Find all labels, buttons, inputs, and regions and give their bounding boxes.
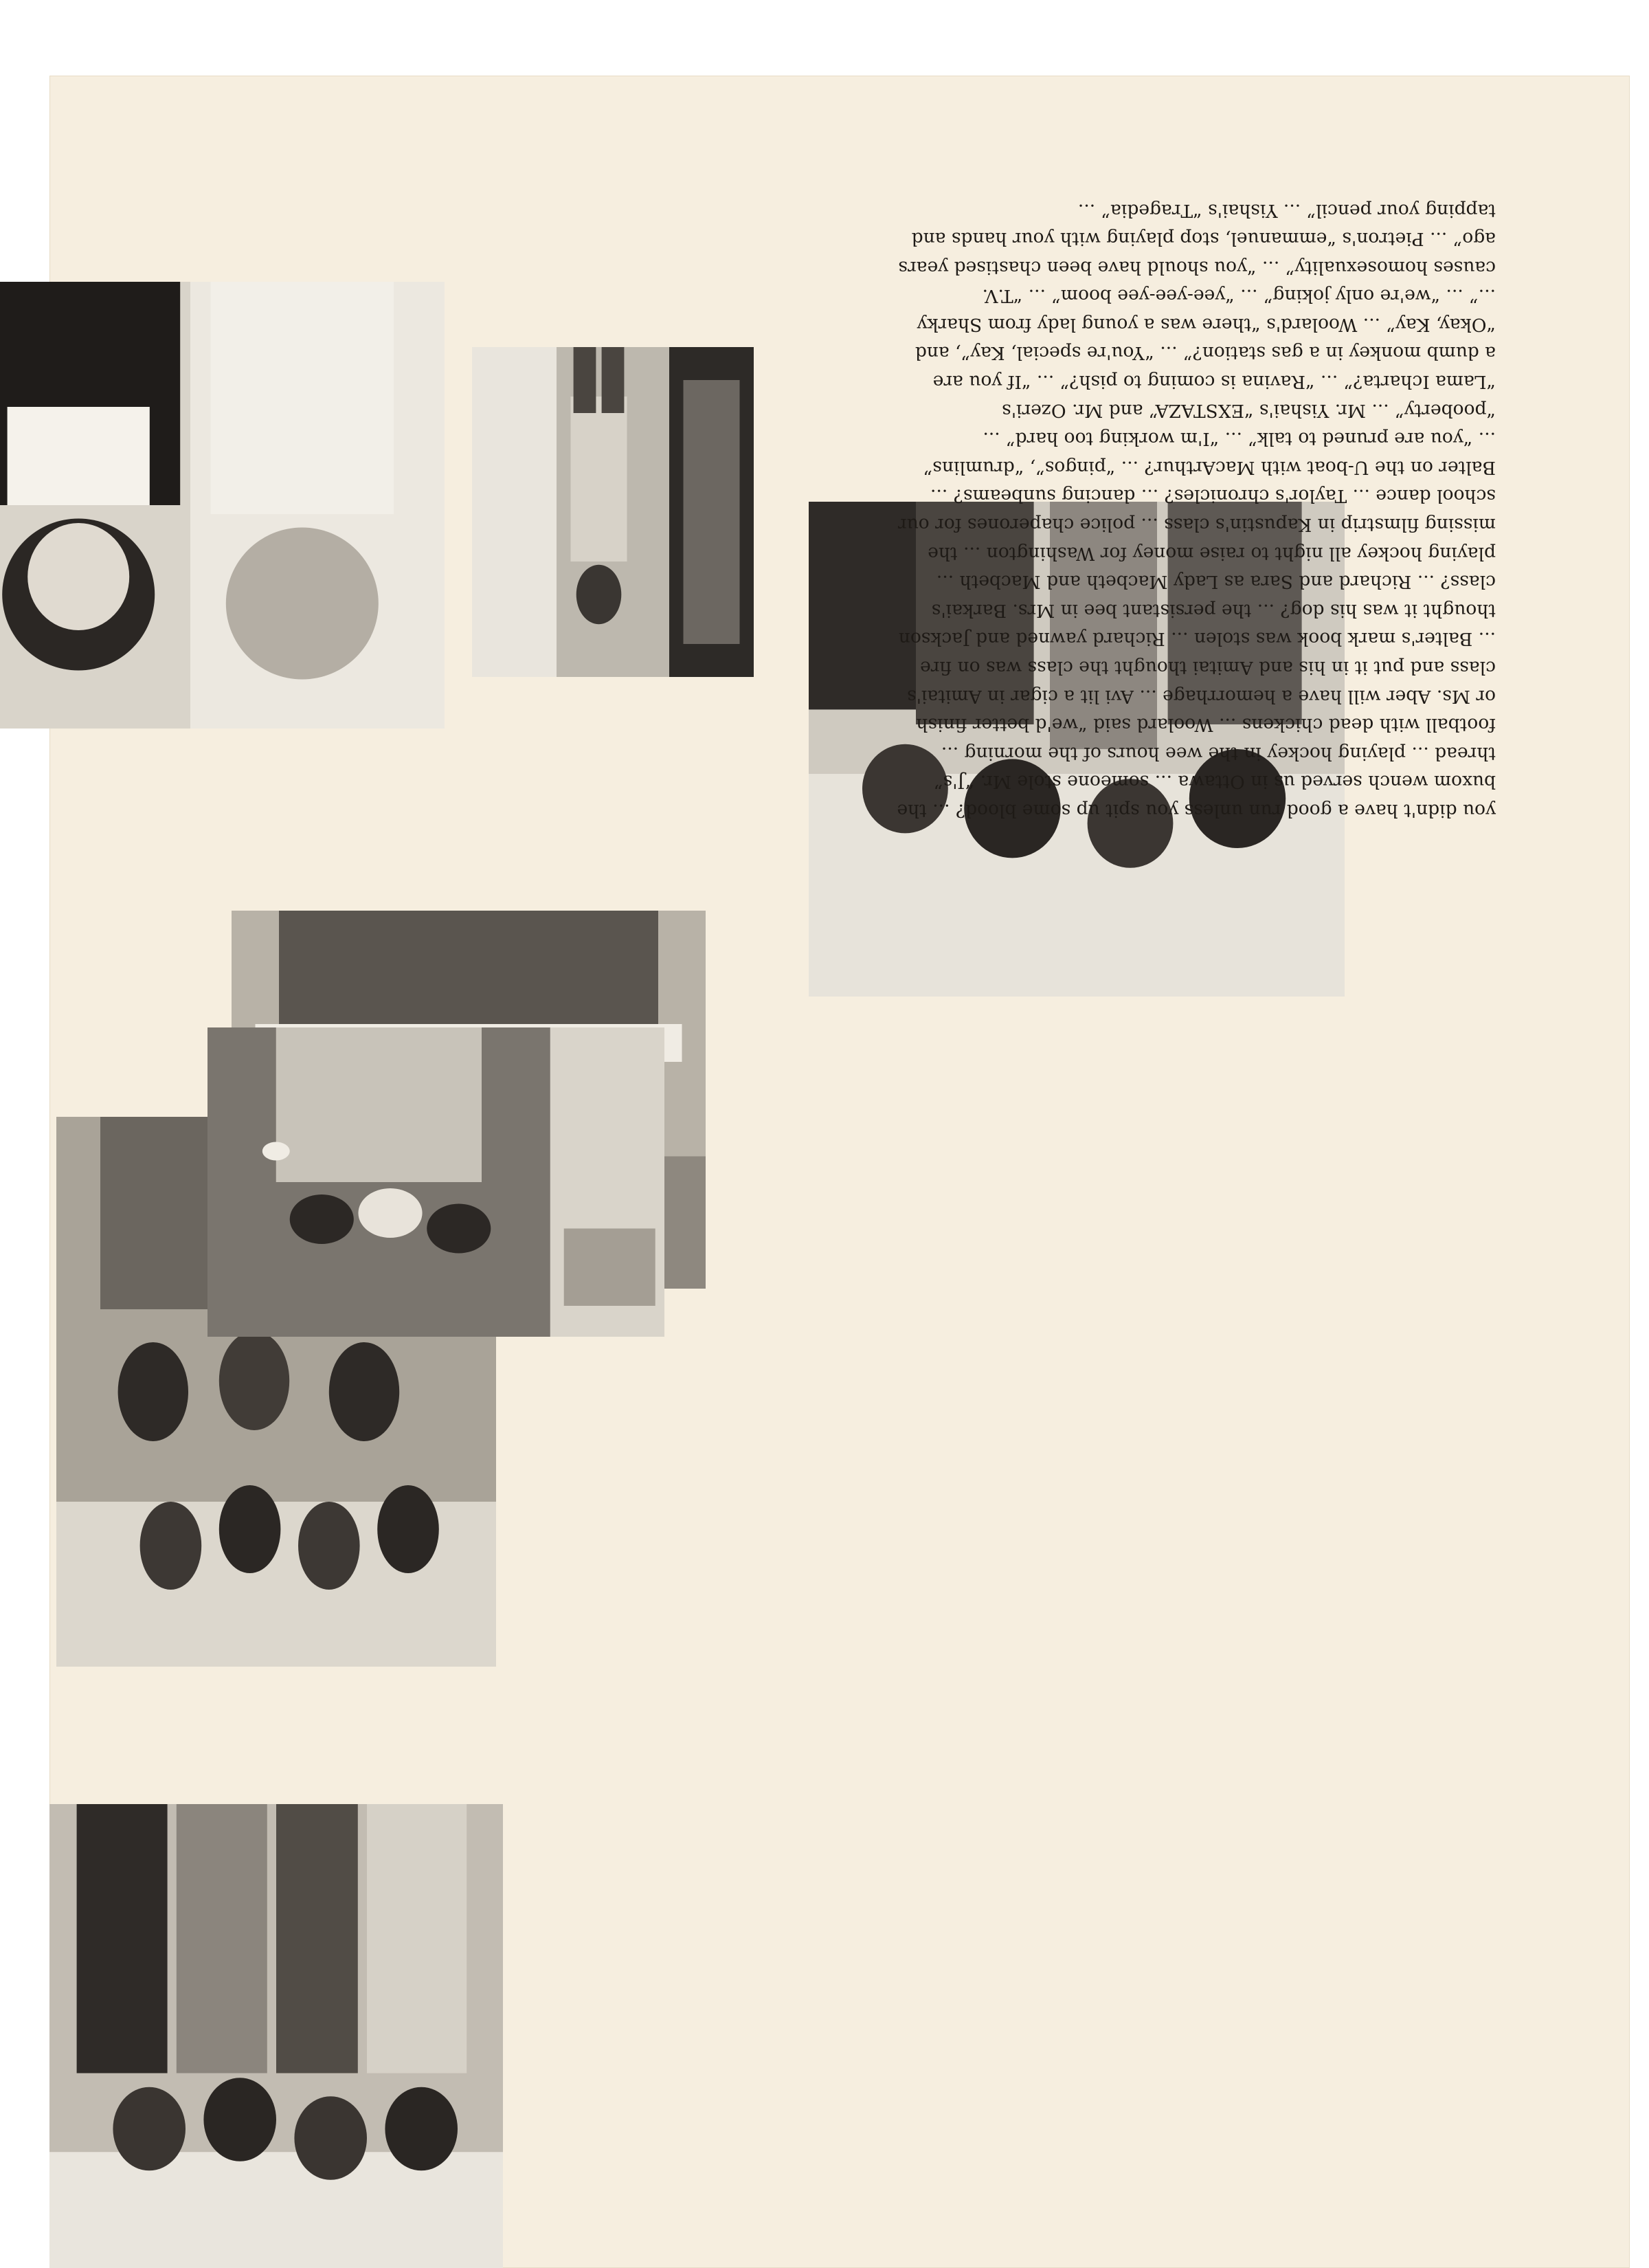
caption-text xyxy=(819,196,1496,825)
photo-group-bottom-right xyxy=(49,1804,503,2268)
caption-line: playing hockey all night to raise money for Washington ... the xyxy=(928,542,1496,564)
caption-line: “Lama Icharta?” ... “Ravina is coming to pish?” ... “If you are xyxy=(932,371,1496,393)
caption-line: class and put it in his and Amitai thought the class was on fire xyxy=(920,657,1496,679)
caption-line: ago” ... Pietron's “emmanuel, stop playing with your hands and xyxy=(911,228,1496,250)
caption-line: missing filmstrip in Kapustin's class ... police chaperones for our xyxy=(897,514,1496,536)
caption-line: ... “you are pruned to talk” ... “I'm working too hard” ... xyxy=(983,428,1496,450)
photo-hallway xyxy=(472,347,754,677)
caption-line: Balter on the U-boat with MacArthur? ... “pingos”, “drumlins” xyxy=(923,456,1496,478)
caption-line: you didn't have a good run unless you spit up some blood? ... the xyxy=(897,800,1496,821)
photo-blackboard xyxy=(207,1027,664,1337)
page-content-rotated xyxy=(49,76,1630,2268)
caption-line: a dumb monkey in a gas station?” ... “You're special, Kay”, and xyxy=(915,342,1496,364)
caption-line: tapping your pencil” ... Yishai's “Tragedia” ... xyxy=(1077,199,1496,221)
photo-two-teachers xyxy=(0,282,445,729)
caption-line: “Okay, Kay” ... Woolard's “there was a young lady from Sharky xyxy=(917,313,1496,335)
caption-line: ... Balter's mark book was stolen ... Richard yawned and Jackson xyxy=(898,628,1496,650)
caption-line: buxom wench served us in Ottawa ... someone stole Mr. “J's” xyxy=(934,771,1496,793)
caption-line: school dance ... Taylor's chronicles? ... dancing sunbeams? ... xyxy=(930,485,1496,507)
yearbook-page xyxy=(49,76,1630,2268)
caption-line: ...” ... “we're only joking” ... “yee-yee-yee boom” ... “T.V. xyxy=(982,285,1496,307)
caption-line: causes homosexuality” ... “you should have been chastised years xyxy=(898,256,1496,278)
caption-line: “pooberty” ... Mr. Yishai's “EXSTAZA” and Mr. Ozeri's xyxy=(1002,399,1496,421)
caption-line: football with dead chickens ... Woolard said “we'd better finish xyxy=(916,714,1496,736)
caption-line: or Ms. Aber will have a hemorrhage ... Avi lit a cigar in Amitai's xyxy=(907,685,1496,707)
caption-line: thought it was his dog? ... the persistant bee in Mrs. Barkai's xyxy=(931,599,1496,621)
caption-line: class? ... Richard and Sara as Lady Macbeth and Macbeth ... xyxy=(936,571,1496,593)
caption-line: thread ... playing hockey in the wee hours of the morning ... xyxy=(941,742,1496,764)
